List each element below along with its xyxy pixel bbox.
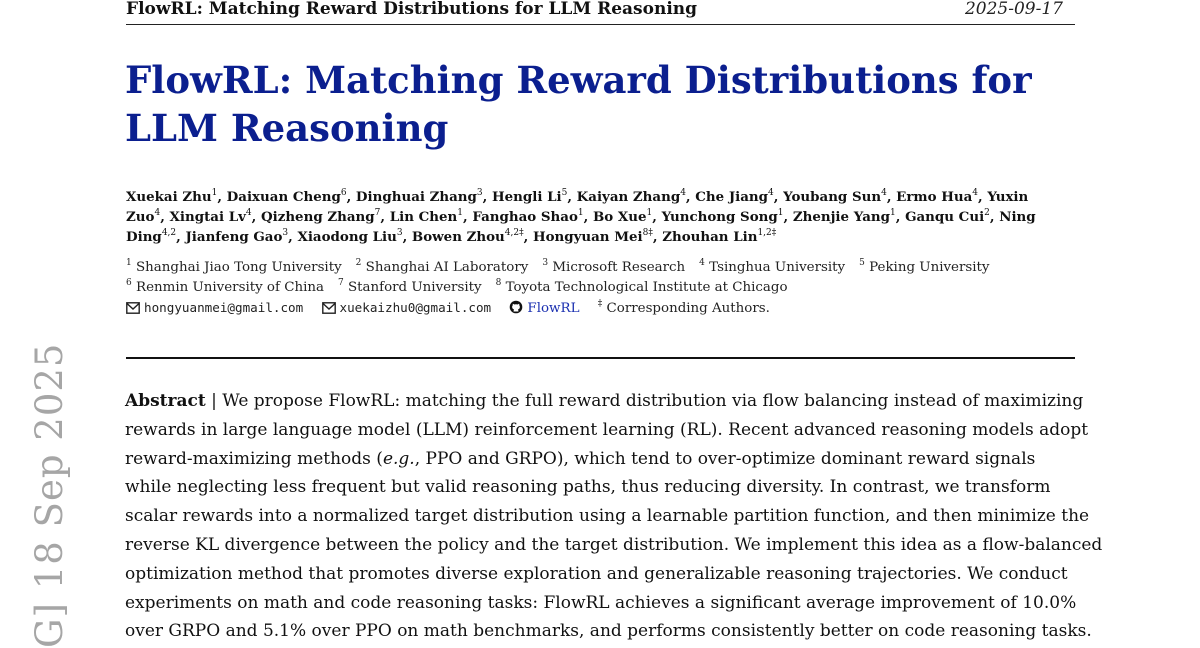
contact-line xyxy=(126,298,1056,321)
affil-num: 5 xyxy=(859,258,865,268)
email-link-2[interactable]: xuekaizhu0@gmail.com xyxy=(339,300,492,315)
affiliation-line-2 xyxy=(126,278,1056,298)
abstract-line: experiments on math and code reasoning tasks: FlowRL achieves a significant average improvement of 10.0% xyxy=(125,592,1077,613)
abstract-line: while neglecting less frequent but valid reasoning paths, thus reducing diversity. In contrast, we transform xyxy=(125,477,1051,498)
abstract-text: We propose FlowRL: matching the full reward distribution via flow balancing instead of maximizing xyxy=(222,391,1084,411)
author-line-3: Ding$^{4,2}$, Jianfeng Gao$^3$, Xiaodong Liu$^3$, Bowen Zhou$^{4,2\ddagger}$, Hongyuan Mei$^{8\ddagger}$, Zhouhan Lin$^{1,2\ddagger}$ xyxy=(126,228,777,245)
author-affil-sup: 2 xyxy=(984,208,990,218)
author-affil-sup: 4,2 xyxy=(161,228,177,238)
author-line-2: Zuo$^4$, Xingtai Lv$^4$, Qizheng Zhang$^7$, Lin Chen$^1$, Fanghao Shao$^1$, Bo Xue$^1$, Yunchong Song$^1$, Zhenjie Yang$^1$, Ganqu Cui$^2$, Ning xyxy=(126,208,1036,225)
affil-num: 3 xyxy=(542,258,549,268)
author-name: Hongyuan Mei xyxy=(532,229,643,245)
author-affil-sup: 1 xyxy=(890,208,896,218)
affil-name: Peking University xyxy=(869,260,990,275)
author-name: Che Jiang xyxy=(695,189,769,205)
author-affil-sup: 8‡ xyxy=(642,228,653,238)
author-affil-sup: 3 xyxy=(396,228,403,238)
author-name: Bowen Zhou xyxy=(411,229,505,245)
author-affil-sup: 1 xyxy=(646,208,653,218)
author-name: Kaiyan Zhang xyxy=(576,189,681,205)
affil-num: 6 xyxy=(126,278,132,288)
author-affil-sup: 3 xyxy=(282,228,289,238)
header-divider xyxy=(126,357,1075,359)
abstract-separator: | xyxy=(205,391,223,411)
affil-name: Microsoft Research xyxy=(552,260,686,275)
author-affil-sup: 4 xyxy=(768,188,774,198)
author-affil-sup: 1 xyxy=(777,208,784,218)
abstract-line: over GRPO and 5.1% over PPO on math benchmarks, and performs consistently better on code reasoning tasks. xyxy=(125,621,1092,642)
author-line-1: Xuekai Zhu$^1$, Daixuan Cheng$^6$, Dinghuai Zhang$^3$, Hengli Li$^5$, Kaiyan Zhang$^4$, Che Jiang$^4$, Youbang Sun$^4$, Ermo Hua$^4$, Yuxin xyxy=(126,188,1029,205)
author-affil-sup: 1 xyxy=(457,208,463,218)
author-name: Daixuan Cheng xyxy=(226,189,341,205)
author-name: Youbang Sun xyxy=(783,189,882,205)
title-line-1: FlowRL: Matching Reward Distributions for xyxy=(125,58,1032,102)
author-name: Xuekai Zhu xyxy=(126,189,212,205)
author-name: Ganqu Cui xyxy=(905,209,985,225)
author-name: Xingtai Lv xyxy=(169,209,246,225)
abstract-line xyxy=(125,445,1077,474)
author-name: Ermo Hua xyxy=(896,189,973,205)
envelope-icon xyxy=(322,301,336,321)
author-list xyxy=(126,187,1056,247)
arxiv-side-stamp: G] 18 Sep 2025 xyxy=(28,342,71,648)
author-name: Zhouhan Lin xyxy=(662,229,758,245)
affiliation-line-1 xyxy=(126,258,1056,278)
affil-name: Tsinghua University xyxy=(709,260,846,275)
affil-num: 8 xyxy=(495,278,502,288)
abstract-italic: e.g. xyxy=(382,448,415,469)
author-affil-sup: 7 xyxy=(374,208,381,218)
author-affil-sup: 4 xyxy=(154,208,161,218)
header-date: 2025-09-17 xyxy=(964,0,1063,19)
author-affil-sup: 4 xyxy=(245,208,252,218)
abstract-line: reverse KL divergence between the policy and the target distribution. We implement this idea as a flow-balanced xyxy=(125,534,1103,555)
abstract-heading: Abstract xyxy=(125,391,206,411)
abstract-line: optimization method that promotes diverse exploration and generalizable reasoning trajectories. We conduct xyxy=(125,563,1068,584)
author-affil-sup: 1 xyxy=(577,208,584,218)
corresponding-note: Corresponding Authors. xyxy=(606,301,770,316)
github-icon xyxy=(509,300,523,321)
author-affil-sup: 1 xyxy=(211,188,218,198)
affil-name: Renmin University of China xyxy=(136,280,324,295)
title-line-2: LLM Reasoning xyxy=(125,106,449,150)
running-header xyxy=(126,0,1075,25)
author-affil-sup: 3 xyxy=(476,188,483,198)
author-affil-sup: 4 xyxy=(881,188,887,198)
paper-title xyxy=(125,56,1085,152)
author-affil-sup: 5 xyxy=(561,188,568,198)
affil-name: Shanghai AI Laboratory xyxy=(365,260,529,275)
abstract-text: , PPO and GRPO), which tend to over-optimize dominant reward signals xyxy=(414,448,1036,469)
author-name: Yunchong Song xyxy=(661,209,778,225)
affil-name: Shanghai Jiao Tong University xyxy=(136,260,342,275)
github-link[interactable]: FlowRL xyxy=(527,301,580,316)
corresponding-mark: ‡ xyxy=(597,299,603,309)
abstract-text: reward-maximizing methods ( xyxy=(125,448,383,469)
abstract xyxy=(125,387,1103,646)
affiliations xyxy=(126,258,1056,321)
author-name: Xiaodong Liu xyxy=(297,229,397,245)
author-affil-sup: 6 xyxy=(340,188,347,198)
author-affil-sup: 4,2‡ xyxy=(504,228,524,238)
affil-num: 2 xyxy=(355,258,362,268)
author-name: Qizheng Zhang xyxy=(260,209,375,225)
abstract-line: rewards in large language model (LLM) reinforcement learning (RL). Recent advanced reasoning models adopt xyxy=(125,419,1089,440)
author-name: Jianfeng Gao xyxy=(185,229,283,245)
abstract-line xyxy=(125,387,1084,416)
affil-num: 4 xyxy=(699,258,705,268)
affil-num: 7 xyxy=(337,278,344,288)
email-link-1[interactable]: hongyuanmei@gmail.com xyxy=(144,300,304,315)
envelope-icon xyxy=(126,301,140,321)
author-name: Dinghuai Zhang xyxy=(355,189,477,205)
author-name: Hengli Li xyxy=(491,189,562,205)
author-name: Fanghao Shao xyxy=(472,209,578,225)
running-title: FlowRL: Matching Reward Distributions for LLM Reasoning xyxy=(126,0,698,19)
author-affil-sup: 4 xyxy=(680,188,686,198)
author-affil-sup: 1,2‡ xyxy=(757,228,777,238)
author-affil-sup: 4 xyxy=(972,188,978,198)
author-name: Lin Chen xyxy=(389,209,458,225)
author-name: Bo Xue xyxy=(592,209,647,225)
affil-num: 1 xyxy=(126,258,132,268)
abstract-line: scalar rewards into a normalized target distribution using a learnable partition function, and then minimize the xyxy=(125,506,1090,527)
author-name: Zhenjie Yang xyxy=(792,209,890,225)
affil-name: Stanford University xyxy=(347,280,482,295)
affil-name: Toyota Technological Institute at Chicago xyxy=(505,280,788,295)
